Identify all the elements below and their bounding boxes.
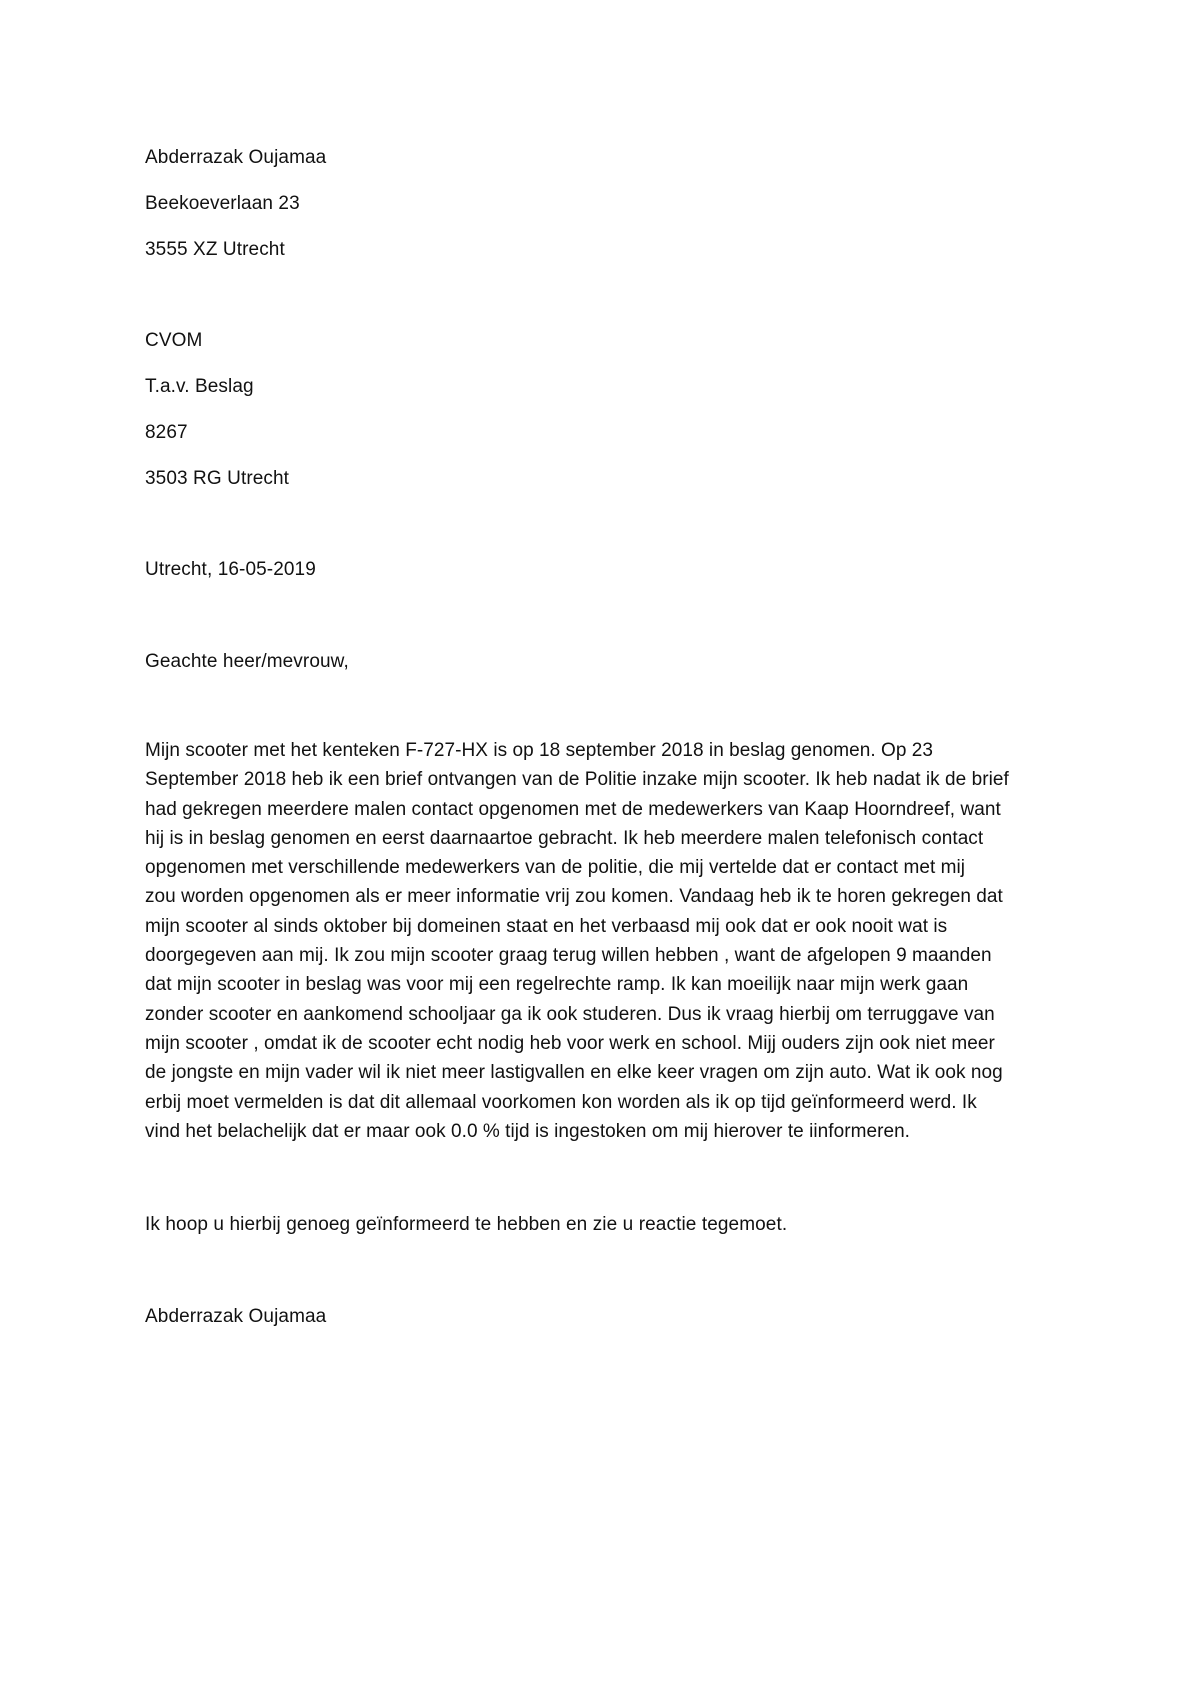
body-line: erbij moet vermelden is dat dit allemaal voorkomen kon worden als ik op tijd geïnformeerd werd. Ik	[145, 1091, 977, 1113]
body-line: zou worden opgenomen als er meer informatie vrij zou komen. Vandaag heb ik te horen gekregen dat	[145, 886, 1003, 908]
sender-city: 3555 XZ Utrecht	[145, 239, 285, 260]
body-line: September 2018 heb ik een brief ontvangen van de Politie inzake mijn scooter. Ik heb nadat ik de brief	[145, 769, 1009, 791]
sender-name: Abderrazak Oujamaa	[145, 147, 327, 168]
closing-line: Ik hoop u hierbij genoeg geïnformeerd te hebben en zie u reactie tegemoet.	[145, 1214, 788, 1235]
salutation: Geachte heer/mevrouw,	[145, 651, 349, 672]
body-line: had gekregen meerdere malen contact opgenomen met de medewerkers van Kaap Hoorndreef, want	[145, 798, 1001, 820]
date-line: Utrecht, 16-05-2019	[145, 559, 316, 580]
recipient-postbox: 8267	[145, 422, 188, 443]
body-line: mijn scooter , omdat ik de scooter echt nodig heb voor werk en school. Mijj ouders zijn ook niet meer	[145, 1032, 995, 1054]
body-line: hij is in beslag genomen en eerst daarnaartoe gebracht. Ik heb meerdere malen telefonisch contact	[145, 827, 984, 849]
recipient-attention: T.a.v. Beslag	[145, 376, 254, 397]
body-line: de jongste en mijn vader wil ik niet meer lastigvallen en elke keer vragen om zijn auto. Wat ik ook nog	[145, 1062, 1003, 1084]
recipient-city: 3503 RG Utrecht	[145, 468, 290, 489]
body-line: doorgegeven aan mij. Ik zou mijn scooter graag terug willen hebben , want de afgelopen 9 maanden	[145, 945, 992, 967]
body-line: vind het belachelijk dat er maar ook 0.0 % tijd is ingestoken om mij hierover te iinformeren.	[145, 1120, 911, 1142]
body-line: opgenomen met verschillende medewerkers van de politie, die mij vertelde dat er contact met mij	[145, 857, 966, 879]
letter-body	[145, 736, 1009, 1146]
body-line: Mijn scooter met het kenteken F-727-HX is op 18 september 2018 in beslag genomen. Op 23	[145, 740, 934, 761]
sender-street: Beekoeverlaan 23	[145, 193, 300, 214]
body-line: zonder scooter en aankomend schooljaar ga ik ook studeren. Dus ik vraag hierbij om terruggave van	[145, 1003, 995, 1025]
signature: Abderrazak Oujamaa	[145, 1306, 327, 1327]
recipient-organization: CVOM	[145, 330, 203, 351]
body-line: mijn scooter al sinds oktober bij domeinen staat en het verbaasd mij ook dat er ook nooit wat is	[145, 915, 948, 937]
body-line: dat mijn scooter in beslag was voor mij een regelrechte ramp. Ik kan moeilijk naar mijn werk gaan	[145, 974, 969, 996]
